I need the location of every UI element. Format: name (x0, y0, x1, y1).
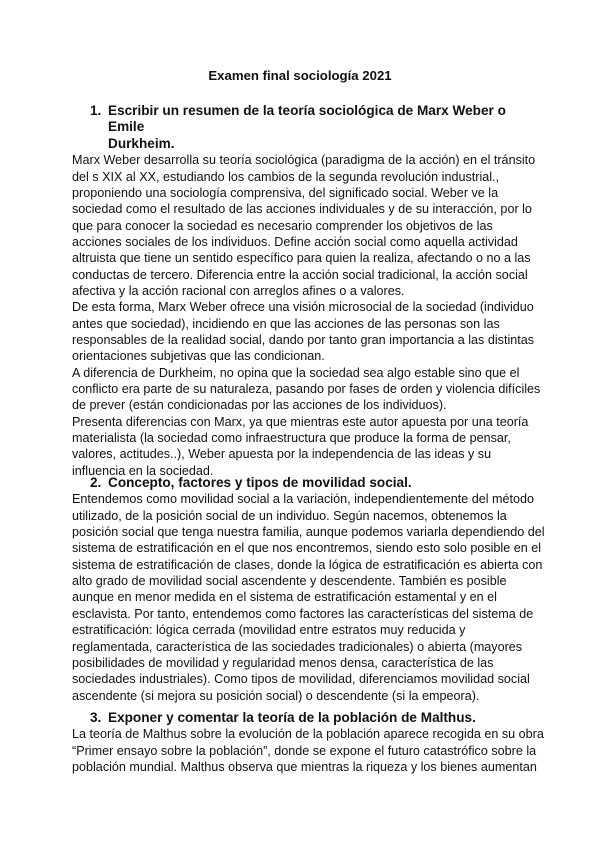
body-line: sociedades industriales). Como tipos de movilidad, diferenciamos movilidad social (72, 672, 530, 687)
body-line: antes que sociedad), incidiendo en que las acciones de las personas son las (72, 316, 500, 331)
body-line: Presenta diferencias con Marx, ya que mientras este autor apuesta por una teoría (72, 414, 529, 429)
body-line: de prever (están condicionadas por las acciones de los individuos). (72, 398, 447, 413)
body-line: conflicto era parte de su naturaleza, pasando por fases de orden y violencia difíciles (72, 382, 541, 397)
body-line: Marx Weber desarrolla su teoría sociológica (paradigma de la acción) en el tránsito (72, 153, 536, 168)
body-line: sociedad como el resultado de las acciones individuales y de su interacción, por lo (72, 202, 532, 217)
body-line: A diferencia de Durkheim, no opina que la sociedad sea algo estable sino que el (72, 365, 520, 380)
heading-line: Exponer y comentar la teoría de la población de Malthus. (108, 710, 476, 725)
section-heading (72, 710, 542, 726)
document-title: Examen final sociología 2021 (208, 68, 392, 83)
section-body (72, 491, 545, 703)
body-line: influencia en la sociedad. (72, 463, 214, 478)
section-3 (72, 710, 542, 775)
section-body (72, 152, 542, 479)
body-line: ascendente (si mejora su posición social) o descendente (si la empeora). (72, 688, 480, 703)
body-line: posición social que tenga nuestra familia, aunque podemos variarla dependiendo del (72, 525, 545, 540)
section-number: 2. (90, 475, 102, 490)
body-line: sistema de estratificación de clases, donde la lógica de estratificación es abierta con (72, 557, 543, 572)
body-line: esclavista. Por tanto, entendemos como factores las características del sistema de (72, 606, 534, 621)
body-line: utilizado, de la posición social de un individuo. Según nacemos, obtenemos la (72, 508, 507, 523)
body-line: De esta forma, Marx Weber ofrece una visión microsocial de la sociedad (individuo (72, 300, 534, 315)
heading-line: Durkheim. (108, 135, 175, 151)
body-line: responsables de la realidad social, dando por tanto gran importancia a las distintas (72, 333, 535, 347)
body-line: La teoría de Malthus sobre la evolución de la población aparece recogida en su obra (72, 727, 544, 742)
section-number: 3. (90, 710, 102, 725)
section-number: 1. (90, 103, 102, 118)
body-line: orientaciones subjetivas que las condicionan. (72, 349, 325, 364)
body-line: altruista que tiene un sentido específico para quien la realiza, afectando o no a las (72, 251, 531, 266)
body-line: materialista (la sociedad como infraestructura que produce la forma de pensar, (72, 431, 511, 446)
section-heading (72, 103, 542, 152)
body-line: acciones sociales de los individuos. Define acción social como aquella actividad (72, 234, 518, 249)
body-line: afectiva y la acción racional con arreglos afines o a valores. (72, 283, 405, 298)
body-line: aunque en menor medida en el sistema de estratificación estamental y en el (72, 590, 497, 605)
body-line: del s XIX al XX, estudiando los cambios de la segunda revolución industrial., (72, 169, 500, 184)
section-heading (72, 475, 542, 491)
body-line: “Primer ensayo sobre la población”, donde se expone el futuro catastrófico sobre la (72, 743, 537, 758)
body-line: conductas de tercero. Diferencia entre la acción social tradicional, la acción social (72, 267, 528, 282)
section-2 (72, 475, 545, 704)
heading-line: Concepto, factores y tipos de movilidad social. (108, 475, 412, 490)
body-line: alto grado de movilidad social ascendente y descendente. También es posible (72, 574, 507, 589)
body-line: Entendemos como movilidad social a la variación, independientemente del método (72, 492, 535, 507)
body-line: sistema de estratificación en el que nos encontremos, siendo esto solo posible en el (72, 541, 542, 556)
body-line: posibilidades de movilidad y regularidad menos densa, característica de las (72, 655, 494, 670)
body-line: proponiendo una sociología comprensiva, del significado social. Weber ve la (72, 185, 499, 200)
body-line: reglamentada, característica de las sociedades tradicionales) o abierta (mayores (72, 639, 523, 654)
heading-line: Escribir un resumen de la teoría sociológica de Marx Weber o Emile (108, 103, 506, 135)
body-line: población mundial. Malthus observa que mientras la riqueza y los bienes aumentan (72, 760, 537, 775)
body-line: que para conocer la sociedad es necesario comprender los objetivos de las (72, 218, 493, 233)
body-line: valores, actitudes..), Weber apuesta por la independencia de las ideas y su (72, 447, 492, 462)
section-1 (72, 103, 542, 479)
section-body (72, 726, 542, 775)
body-line: estratificación: lógica cerrada (movilidad entre estratos muy reducida y (72, 623, 466, 638)
